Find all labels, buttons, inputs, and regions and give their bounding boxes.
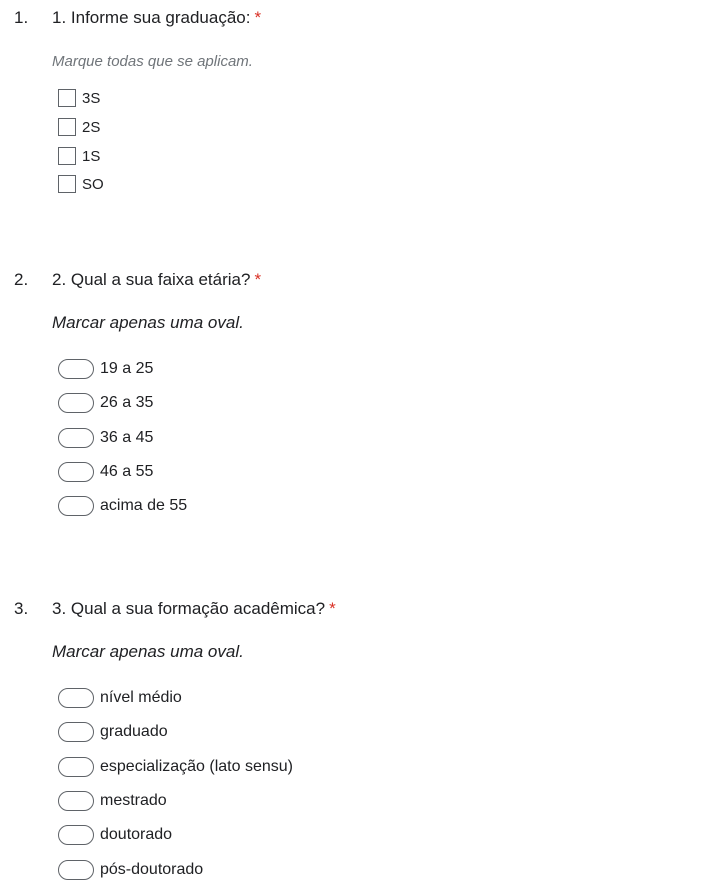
oval-radio[interactable] bbox=[58, 428, 94, 448]
oval-radio[interactable] bbox=[58, 757, 94, 777]
oval-radio[interactable] bbox=[58, 393, 94, 413]
oval-radio[interactable] bbox=[58, 722, 94, 742]
question-instruction: Marque todas que se aplicam. bbox=[52, 53, 253, 70]
option-label: 2S bbox=[82, 118, 101, 136]
question-title-text: 3. Qual a sua formação acadêmica? bbox=[52, 599, 326, 618]
oval-radio[interactable] bbox=[58, 496, 94, 516]
required-mark: * bbox=[254, 8, 262, 27]
oval-option-36-45[interactable] bbox=[58, 428, 153, 448]
oval-option-graduado[interactable] bbox=[58, 722, 168, 742]
oval-radio[interactable] bbox=[58, 462, 94, 482]
question-title-text: 2. Qual a sua faixa etária? bbox=[52, 270, 251, 289]
option-label: especialização (lato sensu) bbox=[100, 758, 293, 775]
oval-option-especializacao[interactable] bbox=[58, 757, 293, 777]
question-number: 3. bbox=[14, 599, 29, 618]
option-label: 19 a 25 bbox=[100, 360, 154, 377]
checkbox-option-2s[interactable] bbox=[58, 118, 100, 136]
oval-option-pos-doutorado[interactable] bbox=[58, 860, 203, 880]
oval-radio[interactable] bbox=[58, 359, 94, 379]
oval-option-26-35[interactable] bbox=[58, 393, 153, 413]
oval-option-46-55[interactable] bbox=[58, 462, 153, 482]
option-label: 36 a 45 bbox=[100, 429, 154, 446]
question-title bbox=[52, 8, 261, 28]
checkbox-option-3s[interactable] bbox=[58, 89, 100, 107]
oval-option-nivel-medio[interactable] bbox=[58, 688, 182, 708]
option-label: 26 a 35 bbox=[100, 394, 154, 411]
option-label: pós-doutorado bbox=[100, 861, 204, 878]
oval-radio[interactable] bbox=[58, 688, 94, 708]
option-label: 3S bbox=[82, 89, 101, 107]
checkbox[interactable] bbox=[58, 118, 76, 136]
checkbox[interactable] bbox=[58, 147, 76, 165]
option-label: 1S bbox=[82, 147, 101, 165]
option-label: 46 a 55 bbox=[100, 463, 154, 480]
option-label: graduado bbox=[100, 723, 168, 740]
required-mark: * bbox=[254, 270, 262, 289]
question-instruction: Marcar apenas uma oval. bbox=[52, 642, 244, 661]
option-label: SO bbox=[82, 175, 104, 193]
question-instruction: Marcar apenas uma oval. bbox=[52, 313, 244, 332]
option-label: mestrado bbox=[100, 792, 167, 809]
question-number: 2. bbox=[14, 270, 29, 289]
oval-option-acima-55[interactable] bbox=[58, 496, 187, 516]
option-label: nível médio bbox=[100, 689, 182, 706]
question-number: 1. bbox=[14, 8, 29, 27]
oval-option-19-25[interactable] bbox=[58, 359, 153, 379]
oval-radio[interactable] bbox=[58, 791, 94, 811]
question-title-text: 1. Informe sua graduação: bbox=[52, 8, 251, 27]
option-label: acima de 55 bbox=[100, 497, 188, 514]
required-mark: * bbox=[329, 599, 336, 618]
oval-option-mestrado[interactable] bbox=[58, 791, 167, 811]
question-title bbox=[52, 270, 261, 290]
checkbox-option-1s[interactable] bbox=[58, 147, 100, 165]
question-title bbox=[52, 599, 336, 619]
checkbox-option-so[interactable] bbox=[58, 175, 104, 193]
checkbox[interactable] bbox=[58, 89, 76, 107]
oval-radio[interactable] bbox=[58, 860, 94, 880]
checkbox[interactable] bbox=[58, 175, 76, 193]
oval-option-doutorado[interactable] bbox=[58, 825, 172, 845]
oval-radio[interactable] bbox=[58, 825, 94, 845]
option-label: doutorado bbox=[100, 826, 173, 843]
